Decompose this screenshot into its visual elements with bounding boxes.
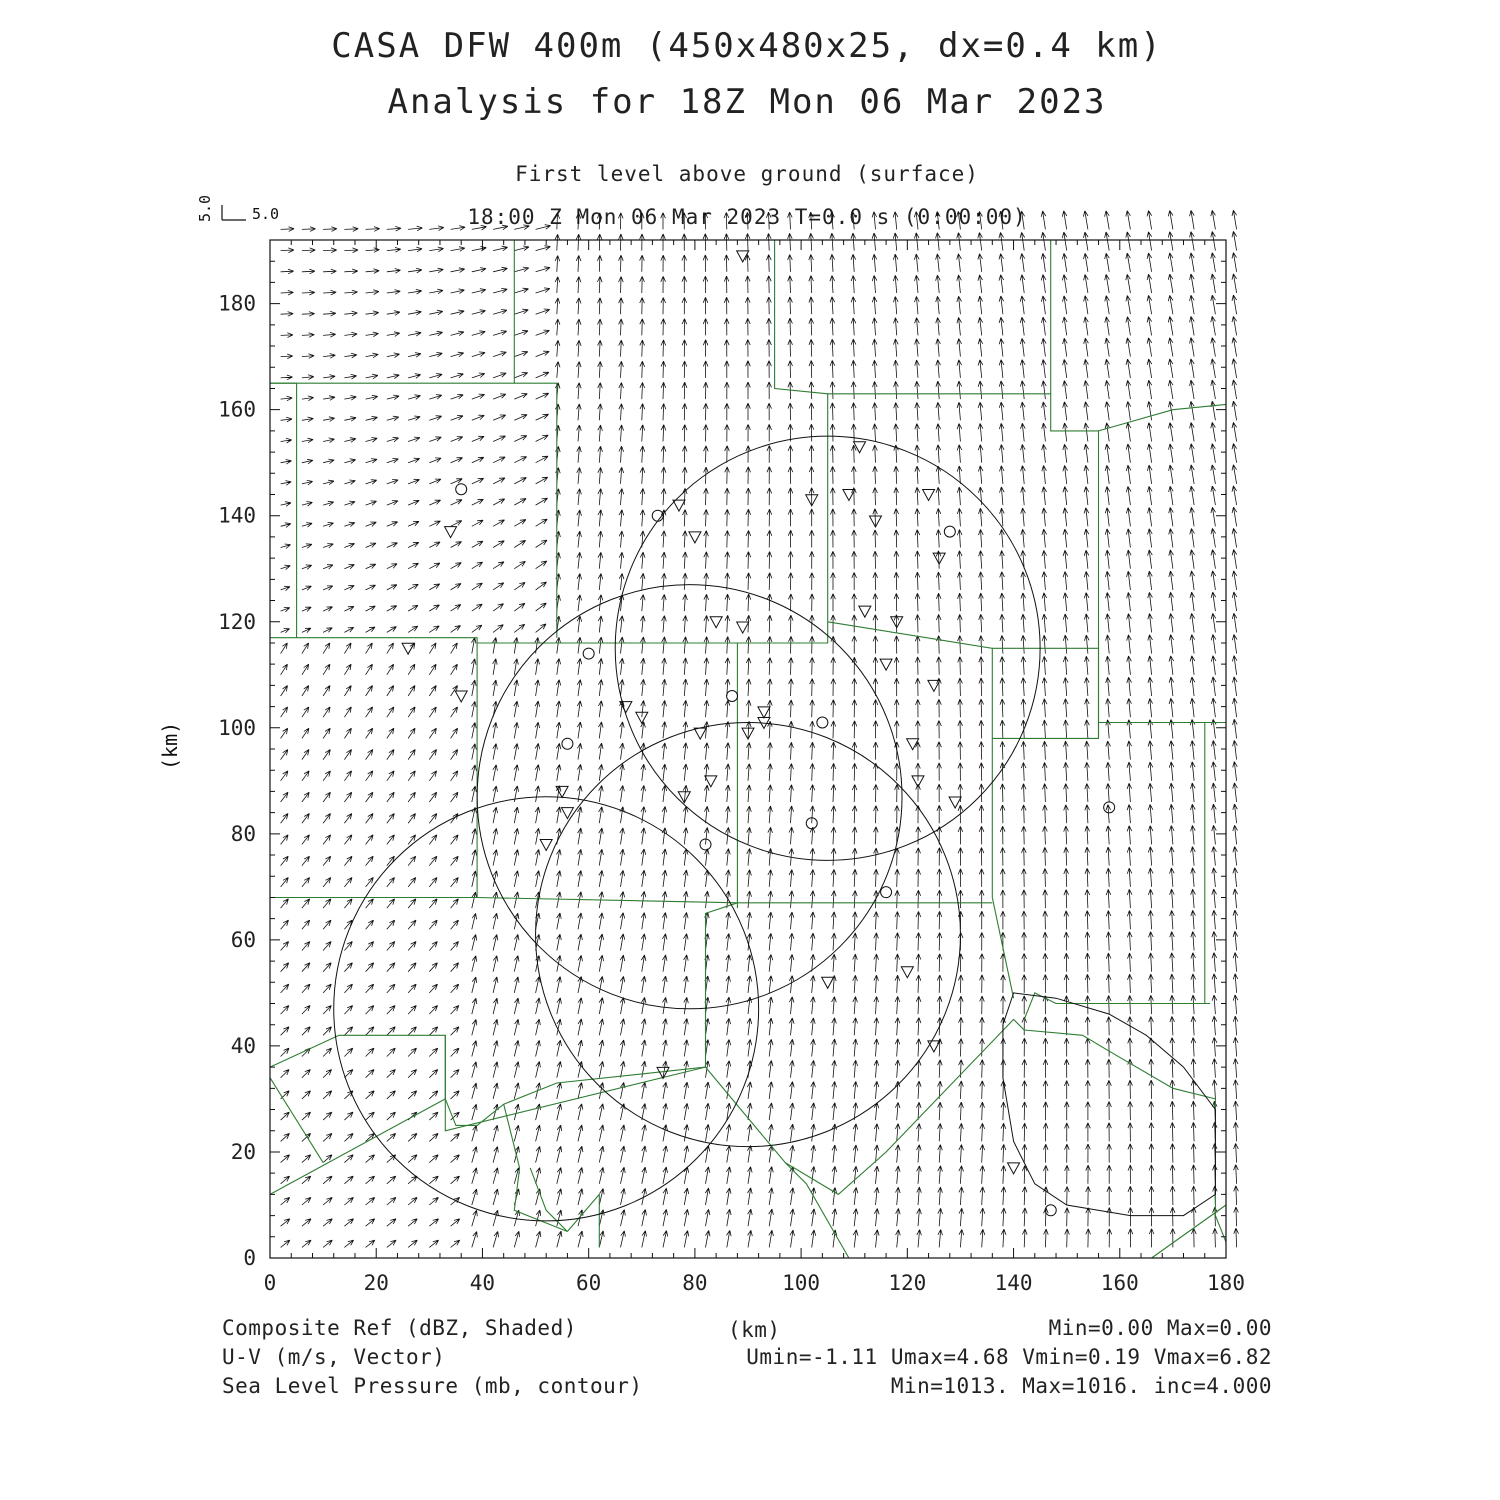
station-circle-marker [562,738,573,749]
ref-vector-u-label: 5.0 [252,205,280,223]
county-line [514,383,557,638]
title-line-2: Analysis for 18Z Mon 06 Mar 2023 [387,82,1107,122]
radar-triangle-marker [949,797,961,808]
county-line [445,1035,705,1125]
county-line [270,898,992,903]
plot-frame [222,205,1226,1258]
time-label: 18:00 Z Mon 06 Mar 2023 T=0.0 s (0:00:00) [467,205,1027,229]
radar-triangle-marker [673,500,685,511]
x-tick-label: 120 [888,1271,927,1295]
radar-triangle-marker [854,442,866,453]
county-line [567,1194,599,1247]
radar-triangle-marker [710,617,722,628]
radar-triangle-marker [822,977,834,988]
ref-vector-v-label: 5.0 [196,194,214,222]
y-tick-label: 0 [243,1246,256,1270]
wind-vectors [281,210,1239,1247]
field3-label: Sea Level Pressure (mb, contour) [222,1374,643,1398]
radar-triangle-marker [445,527,457,538]
x-tick-label: 180 [1207,1271,1245,1295]
station-circle-marker [583,648,594,659]
radar-triangle-marker [843,490,855,501]
county-line [785,1163,849,1258]
radar-triangle-marker [737,622,749,633]
x-tick-label: 20 [363,1271,389,1295]
y-tick-label: 20 [230,1139,256,1164]
county-line [1051,394,1226,739]
county-line [775,240,828,394]
radar-triangle-marker [705,776,717,787]
county-line [270,383,297,638]
radar-triangle-marker [923,490,935,501]
field3-stats: Min=1013. Max=1016. inc=4.000 [890,1374,1272,1398]
y-tick-label: 120 [218,609,256,634]
county-line [270,1078,323,1163]
station-circle-marker [881,887,892,898]
county-line [1099,404,1227,431]
radar-triangle-marker [1008,1163,1020,1174]
x-axis-label: (km) [728,1318,781,1342]
radar-triangle-marker [880,659,892,670]
radar-triangle-marker [455,691,467,702]
x-tick-label: 100 [782,1271,821,1295]
county-line [270,240,514,383]
station-circle-marker [944,526,955,537]
x-tick-label: 160 [1100,1271,1139,1295]
x-tick-label: 140 [994,1271,1033,1295]
county-line [504,1104,568,1231]
field2-stats: Umin=-1.11 Umax=4.68 Vmin=0.19 Vmax=6.82 [746,1345,1272,1369]
axis-ticks [218,240,1245,1295]
y-tick-label: 180 [218,291,256,316]
x-tick-label: 0 [263,1271,277,1295]
x-tick-label: 80 [682,1271,708,1295]
county-line [1024,993,1210,1020]
radar-triangle-marker [901,967,913,978]
radar-triangle-marker [758,707,770,718]
reference-vector-glyph [222,205,246,220]
county-line [828,622,1014,998]
y-tick-label: 40 [230,1033,256,1058]
station-markers [402,251,1115,1216]
title-line-1: CASA DFW 400m (450x480x25, dx=0.4 km) [331,26,1163,66]
level-label: First level above ground (surface) [515,162,979,186]
y-tick-label: 80 [230,821,256,846]
x-tick-label: 40 [469,1271,496,1295]
y-tick-label: 160 [218,397,256,422]
y-tick-label: 100 [218,715,256,740]
radar-triangle-marker [689,532,701,543]
x-tick-label: 60 [576,1271,602,1295]
vector-arrows [281,210,1239,1247]
radar-triangle-marker [694,728,706,739]
field1-label: Composite Ref (dBZ, Shaded) [222,1316,577,1340]
county-line [1215,1216,1226,1243]
radar-triangle-marker [540,839,552,850]
station-circle-marker [727,690,738,701]
y-tick-label: 60 [230,927,256,952]
y-tick-label: 140 [218,503,256,528]
county-line [270,638,477,898]
radar-triangle-marker [859,606,871,617]
station-circle-marker [456,484,467,495]
county-line [270,903,737,1131]
field1-stats: Min=0.00 Max=0.00 [1048,1316,1272,1340]
county-line [270,1099,445,1195]
field2-label: U-V (m/s, Vector) [222,1345,446,1369]
y-axis-label: (km) [158,721,182,770]
station-circle-marker [817,717,828,728]
radar-triangle-marker [928,680,940,691]
